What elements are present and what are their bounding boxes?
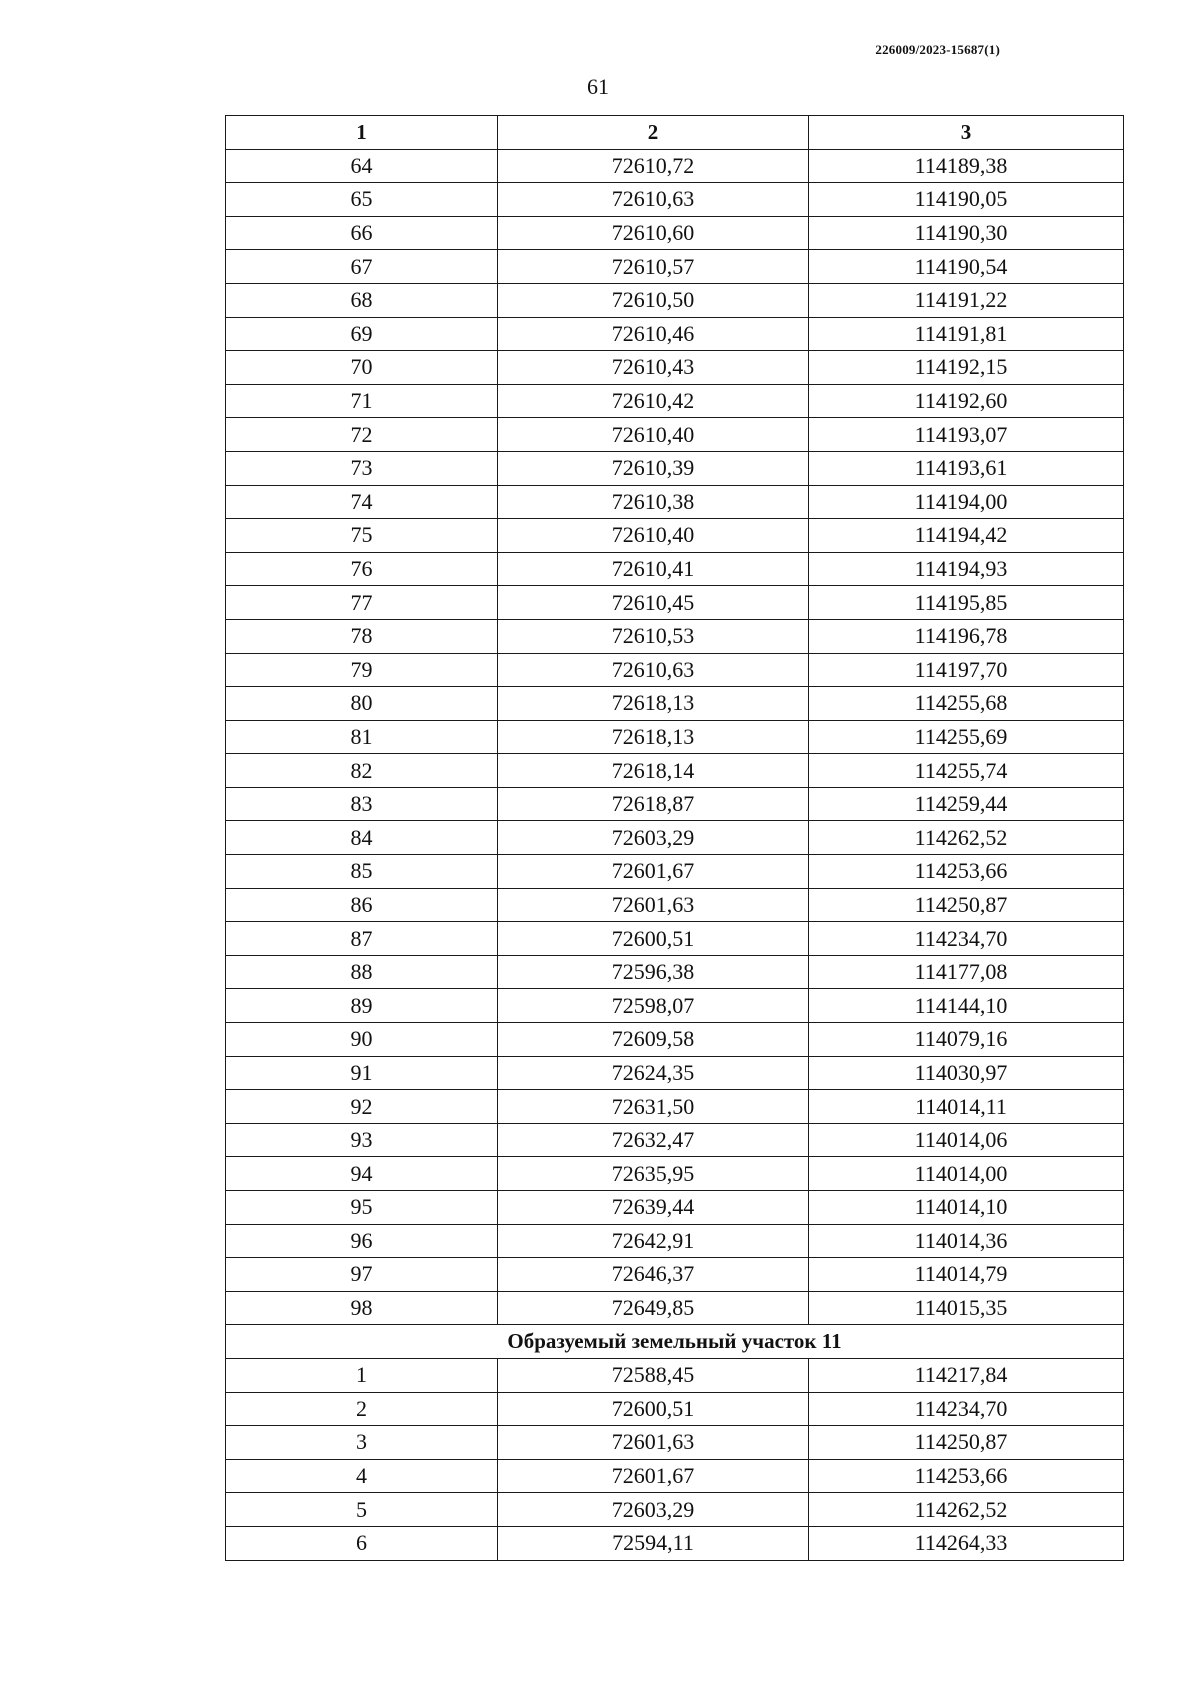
x-coordinate-cell: 72632,47 xyxy=(498,1123,809,1157)
x-coordinate-cell: 72610,43 xyxy=(498,351,809,385)
y-coordinate-cell: 114014,36 xyxy=(809,1224,1124,1258)
document-id: 226009/2023-15687(1) xyxy=(875,42,1000,57)
point-number-cell: 79 xyxy=(226,653,498,687)
x-coordinate-cell: 72598,07 xyxy=(498,989,809,1023)
y-coordinate-cell: 114014,00 xyxy=(809,1157,1124,1191)
table-row xyxy=(226,317,1124,351)
table-row xyxy=(226,720,1124,754)
y-coordinate-cell: 114014,06 xyxy=(809,1123,1124,1157)
table-row xyxy=(226,351,1124,385)
table-row xyxy=(226,586,1124,620)
x-coordinate-cell: 72610,38 xyxy=(498,485,809,519)
y-coordinate-cell: 114191,81 xyxy=(809,317,1124,351)
x-coordinate-cell: 72610,39 xyxy=(498,451,809,485)
point-number-cell: 64 xyxy=(226,149,498,183)
section-header-row xyxy=(226,1325,1124,1359)
y-coordinate-cell: 114014,10 xyxy=(809,1191,1124,1225)
point-number-cell: 78 xyxy=(226,619,498,653)
table-row xyxy=(226,216,1124,250)
x-coordinate-cell: 72618,14 xyxy=(498,754,809,788)
y-coordinate-cell: 114194,93 xyxy=(809,552,1124,586)
y-coordinate-cell: 114190,05 xyxy=(809,183,1124,217)
point-number-cell: 77 xyxy=(226,586,498,620)
x-coordinate-cell: 72601,67 xyxy=(498,855,809,889)
point-number-cell: 6 xyxy=(226,1526,498,1560)
table-row xyxy=(226,384,1124,418)
y-coordinate-cell: 114196,78 xyxy=(809,619,1124,653)
coordinates-table xyxy=(225,115,1124,1561)
x-coordinate-cell: 72610,41 xyxy=(498,552,809,586)
y-coordinate-cell: 114190,54 xyxy=(809,250,1124,284)
point-number-cell: 95 xyxy=(226,1191,498,1225)
point-number-cell: 91 xyxy=(226,1056,498,1090)
y-coordinate-cell: 114255,69 xyxy=(809,720,1124,754)
y-coordinate-cell: 114194,42 xyxy=(809,519,1124,553)
y-coordinate-cell: 114262,52 xyxy=(809,821,1124,855)
x-coordinate-cell: 72646,37 xyxy=(498,1258,809,1292)
x-coordinate-cell: 72618,13 xyxy=(498,687,809,721)
y-coordinate-cell: 114177,08 xyxy=(809,955,1124,989)
point-number-cell: 72 xyxy=(226,418,498,452)
y-coordinate-cell: 114264,33 xyxy=(809,1526,1124,1560)
table-row xyxy=(226,922,1124,956)
table-row xyxy=(226,519,1124,553)
x-coordinate-cell: 72618,87 xyxy=(498,787,809,821)
point-number-cell: 98 xyxy=(226,1291,498,1325)
table-row xyxy=(226,418,1124,452)
point-number-cell: 97 xyxy=(226,1258,498,1292)
x-coordinate-cell: 72610,72 xyxy=(498,149,809,183)
x-coordinate-cell: 72601,63 xyxy=(498,1426,809,1460)
point-number-cell: 70 xyxy=(226,351,498,385)
table-row xyxy=(226,1123,1124,1157)
table-row xyxy=(226,653,1124,687)
y-coordinate-cell: 114144,10 xyxy=(809,989,1124,1023)
table-row xyxy=(226,1392,1124,1426)
y-coordinate-cell: 114255,68 xyxy=(809,687,1124,721)
x-coordinate-cell: 72610,46 xyxy=(498,317,809,351)
table-row xyxy=(226,855,1124,889)
point-number-cell: 82 xyxy=(226,754,498,788)
point-number-cell: 75 xyxy=(226,519,498,553)
column-header-y: 3 xyxy=(809,116,1124,150)
x-coordinate-cell: 72603,29 xyxy=(498,821,809,855)
point-number-cell: 85 xyxy=(226,855,498,889)
table-row xyxy=(226,183,1124,217)
point-number-cell: 71 xyxy=(226,384,498,418)
table-row xyxy=(226,1291,1124,1325)
x-coordinate-cell: 72610,40 xyxy=(498,519,809,553)
table-row xyxy=(226,1426,1124,1460)
column-header-point: 1 xyxy=(226,116,498,150)
section-title: Образуемый земельный участок 11 xyxy=(226,1325,1124,1359)
y-coordinate-cell: 114255,74 xyxy=(809,754,1124,788)
point-number-cell: 2 xyxy=(226,1392,498,1426)
table-row xyxy=(226,821,1124,855)
point-number-cell: 67 xyxy=(226,250,498,284)
page-number: 61 xyxy=(587,74,609,99)
table-row xyxy=(226,149,1124,183)
point-number-cell: 76 xyxy=(226,552,498,586)
x-coordinate-cell: 72603,29 xyxy=(498,1493,809,1527)
point-number-cell: 94 xyxy=(226,1157,498,1191)
point-number-cell: 73 xyxy=(226,451,498,485)
table-row xyxy=(226,250,1124,284)
x-coordinate-cell: 72610,45 xyxy=(498,586,809,620)
x-coordinate-cell: 72618,13 xyxy=(498,720,809,754)
point-number-cell: 90 xyxy=(226,1023,498,1057)
point-number-cell: 88 xyxy=(226,955,498,989)
x-coordinate-cell: 72610,40 xyxy=(498,418,809,452)
y-coordinate-cell: 114015,35 xyxy=(809,1291,1124,1325)
table-row xyxy=(226,754,1124,788)
table-row xyxy=(226,1157,1124,1191)
table-row xyxy=(226,955,1124,989)
y-coordinate-cell: 114190,30 xyxy=(809,216,1124,250)
x-coordinate-cell: 72610,63 xyxy=(498,183,809,217)
y-coordinate-cell: 114262,52 xyxy=(809,1493,1124,1527)
x-coordinate-cell: 72609,58 xyxy=(498,1023,809,1057)
point-number-cell: 5 xyxy=(226,1493,498,1527)
table-row xyxy=(226,1526,1124,1560)
table-row xyxy=(226,1056,1124,1090)
point-number-cell: 83 xyxy=(226,787,498,821)
x-coordinate-cell: 72601,67 xyxy=(498,1459,809,1493)
point-number-cell: 68 xyxy=(226,283,498,317)
y-coordinate-cell: 114192,15 xyxy=(809,351,1124,385)
point-number-cell: 1 xyxy=(226,1358,498,1392)
table-row xyxy=(226,1258,1124,1292)
table-row xyxy=(226,687,1124,721)
x-coordinate-cell: 72610,42 xyxy=(498,384,809,418)
table-row xyxy=(226,1358,1124,1392)
column-header-x: 2 xyxy=(498,116,809,150)
point-number-cell: 80 xyxy=(226,687,498,721)
x-coordinate-cell: 72594,11 xyxy=(498,1526,809,1560)
x-coordinate-cell: 72610,50 xyxy=(498,283,809,317)
table-row xyxy=(226,619,1124,653)
point-number-cell: 3 xyxy=(226,1426,498,1460)
y-coordinate-cell: 114192,60 xyxy=(809,384,1124,418)
table-row xyxy=(226,1090,1124,1124)
point-number-cell: 92 xyxy=(226,1090,498,1124)
point-number-cell: 86 xyxy=(226,888,498,922)
table-row xyxy=(226,787,1124,821)
y-coordinate-cell: 114193,61 xyxy=(809,451,1124,485)
y-coordinate-cell: 114217,84 xyxy=(809,1358,1124,1392)
table-row xyxy=(226,1459,1124,1493)
x-coordinate-cell: 72624,35 xyxy=(498,1056,809,1090)
x-coordinate-cell: 72610,60 xyxy=(498,216,809,250)
point-number-cell: 87 xyxy=(226,922,498,956)
point-number-cell: 4 xyxy=(226,1459,498,1493)
x-coordinate-cell: 72588,45 xyxy=(498,1358,809,1392)
x-coordinate-cell: 72596,38 xyxy=(498,955,809,989)
point-number-cell: 65 xyxy=(226,183,498,217)
point-number-cell: 81 xyxy=(226,720,498,754)
y-coordinate-cell: 114259,44 xyxy=(809,787,1124,821)
y-coordinate-cell: 114189,38 xyxy=(809,149,1124,183)
table-row xyxy=(226,485,1124,519)
x-coordinate-cell: 72649,85 xyxy=(498,1291,809,1325)
table-body xyxy=(226,149,1124,1325)
x-coordinate-cell: 72610,63 xyxy=(498,653,809,687)
y-coordinate-cell: 114030,97 xyxy=(809,1056,1124,1090)
table-header-row xyxy=(226,116,1124,150)
point-number-cell: 66 xyxy=(226,216,498,250)
x-coordinate-cell: 72600,51 xyxy=(498,1392,809,1426)
y-coordinate-cell: 114191,22 xyxy=(809,283,1124,317)
point-number-cell: 96 xyxy=(226,1224,498,1258)
y-coordinate-cell: 114250,87 xyxy=(809,1426,1124,1460)
table-row xyxy=(226,989,1124,1023)
x-coordinate-cell: 72635,95 xyxy=(498,1157,809,1191)
y-coordinate-cell: 114253,66 xyxy=(809,855,1124,889)
table-row xyxy=(226,1493,1124,1527)
table-row xyxy=(226,888,1124,922)
x-coordinate-cell: 72601,63 xyxy=(498,888,809,922)
table-row xyxy=(226,1023,1124,1057)
section-table-body xyxy=(226,1358,1124,1560)
x-coordinate-cell: 72610,57 xyxy=(498,250,809,284)
y-coordinate-cell: 114234,70 xyxy=(809,922,1124,956)
x-coordinate-cell: 72642,91 xyxy=(498,1224,809,1258)
table-row xyxy=(226,451,1124,485)
point-number-cell: 93 xyxy=(226,1123,498,1157)
y-coordinate-cell: 114014,11 xyxy=(809,1090,1124,1124)
y-coordinate-cell: 114250,87 xyxy=(809,888,1124,922)
table-row xyxy=(226,1224,1124,1258)
y-coordinate-cell: 114079,16 xyxy=(809,1023,1124,1057)
y-coordinate-cell: 114194,00 xyxy=(809,485,1124,519)
y-coordinate-cell: 114195,85 xyxy=(809,586,1124,620)
table-row xyxy=(226,283,1124,317)
y-coordinate-cell: 114234,70 xyxy=(809,1392,1124,1426)
y-coordinate-cell: 114014,79 xyxy=(809,1258,1124,1292)
y-coordinate-cell: 114253,66 xyxy=(809,1459,1124,1493)
y-coordinate-cell: 114197,70 xyxy=(809,653,1124,687)
point-number-cell: 89 xyxy=(226,989,498,1023)
table-row xyxy=(226,1191,1124,1225)
table-row xyxy=(226,552,1124,586)
point-number-cell: 84 xyxy=(226,821,498,855)
x-coordinate-cell: 72639,44 xyxy=(498,1191,809,1225)
x-coordinate-cell: 72610,53 xyxy=(498,619,809,653)
point-number-cell: 74 xyxy=(226,485,498,519)
x-coordinate-cell: 72600,51 xyxy=(498,922,809,956)
y-coordinate-cell: 114193,07 xyxy=(809,418,1124,452)
x-coordinate-cell: 72631,50 xyxy=(498,1090,809,1124)
point-number-cell: 69 xyxy=(226,317,498,351)
